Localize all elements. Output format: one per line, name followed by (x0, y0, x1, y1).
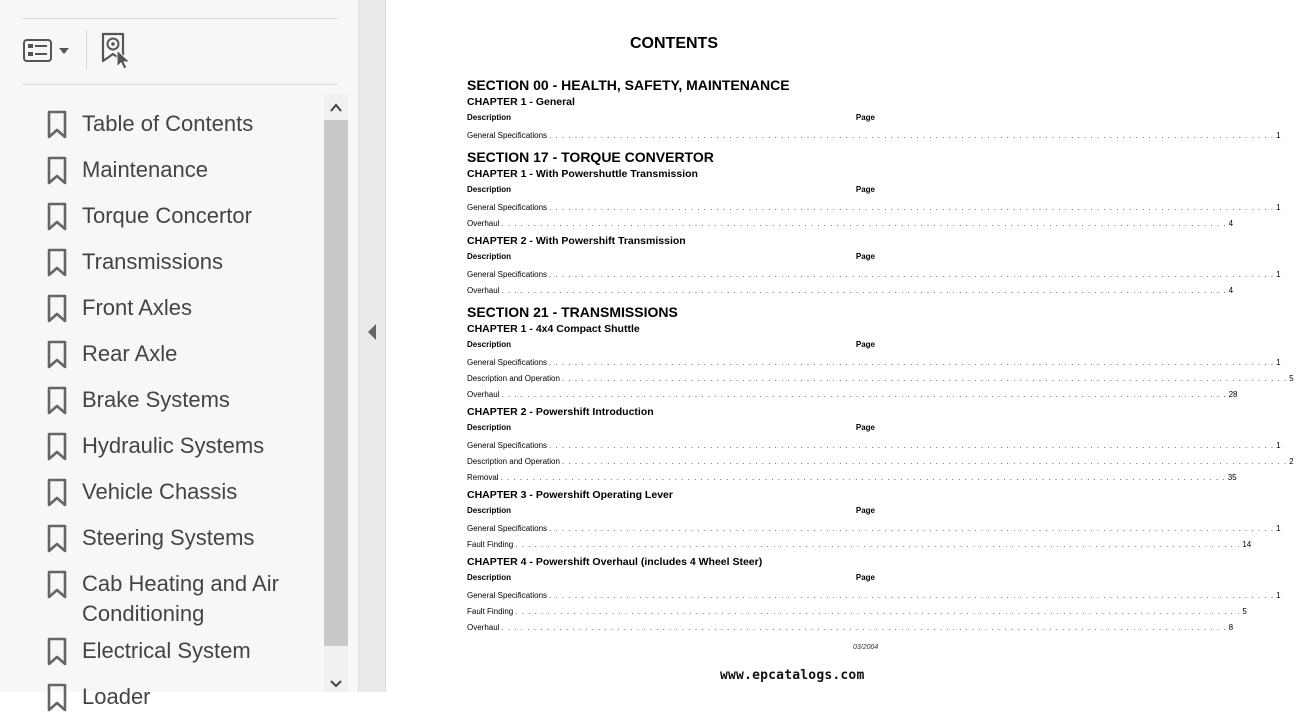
column-header-row (467, 252, 875, 261)
toolbar-separator (86, 30, 87, 70)
page-header: Page (855, 340, 875, 349)
toc-entry (467, 524, 1281, 533)
entry-page-number: 1 (1276, 441, 1281, 450)
bookmark-item[interactable] (0, 560, 322, 626)
page-header: Page (855, 185, 875, 194)
bookmarks-panel (0, 0, 358, 709)
description-header: Description (467, 252, 512, 261)
column-header-row (467, 340, 875, 349)
find-current-bookmark-icon (98, 31, 136, 71)
toc-entry (467, 591, 1281, 600)
section-heading: SECTION 00 - HEALTH, SAFETY, MAINTENANCE (467, 77, 790, 93)
chapter-heading: CHAPTER 4 - Powershift Overhaul (includes 4 Wheel Steer) (467, 556, 763, 568)
bookmark-label: Vehicle Chassis (82, 479, 238, 504)
bookmark-ribbon-icon (46, 340, 68, 370)
page-header: Page (855, 113, 875, 122)
bookmark-item[interactable] (0, 238, 322, 284)
bookmark-ribbon-icon (46, 248, 68, 278)
toc-entry (467, 441, 1281, 450)
bookmark-ribbon-icon (46, 110, 68, 140)
chapter-heading: CHAPTER 1 - General (467, 96, 575, 108)
collapse-panel-triangle-icon[interactable] (367, 323, 377, 341)
toc-entry (467, 131, 1281, 140)
bookmark-ribbon-icon (46, 683, 68, 713)
divider (22, 84, 338, 85)
column-header-row (467, 185, 875, 194)
toc-entry (467, 374, 1294, 383)
bookmark-item[interactable] (0, 146, 322, 192)
chapter-heading: CHAPTER 1 - 4x4 Compact Shuttle (467, 323, 640, 335)
bookmark-item[interactable] (0, 627, 322, 673)
chevron-down-icon (59, 48, 69, 54)
chapter-heading: CHAPTER 3 - Powershift Operating Lever (467, 489, 673, 501)
toc-entry (467, 607, 1247, 616)
dot-leader (501, 623, 1226, 632)
description-header: Description (467, 506, 512, 515)
bookmark-item[interactable] (0, 468, 322, 514)
dot-leader (549, 203, 1274, 212)
scroll-down-button[interactable] (324, 674, 348, 692)
bookmark-item[interactable] (0, 514, 322, 560)
bookmark-ribbon-icon (46, 386, 68, 416)
toc-entry (467, 203, 1281, 212)
entry-page-number: 8 (1228, 623, 1234, 632)
toc-entry (467, 540, 1252, 549)
chevron-up-icon (324, 94, 348, 120)
column-header-row (467, 113, 875, 122)
entry-page-number: 1 (1276, 203, 1281, 212)
dot-leader (501, 219, 1226, 228)
dot-leader (549, 441, 1274, 450)
entry-page-number: 1 (1276, 524, 1281, 533)
bookmark-ribbon-icon (46, 156, 68, 186)
bookmark-label: Front Axles (82, 295, 193, 320)
entry-page-number: 1 (1276, 358, 1281, 367)
page-title: CONTENTS (630, 35, 718, 52)
bookmark-label: Hydraulic Systems (82, 433, 265, 458)
entry-page-number: 1 (1276, 591, 1281, 600)
toc-entry (467, 270, 1281, 279)
entry-description: General Specifications (467, 358, 548, 367)
dot-leader (549, 131, 1274, 140)
entry-description: Description and Operation (467, 374, 560, 383)
date-code: 03/2004 (853, 644, 879, 651)
entry-description: General Specifications (467, 524, 548, 533)
scrollbar-thumb[interactable] (324, 120, 348, 646)
bookmark-ribbon-icon (46, 202, 68, 232)
toc-entry (467, 286, 1234, 295)
entry-description: Overhaul (467, 390, 500, 399)
entry-page-number: 2 (1289, 457, 1294, 466)
column-header-row (467, 573, 875, 582)
entry-page-number: 5 (1289, 374, 1294, 383)
entry-description: Fault Finding (467, 540, 514, 549)
bookmark-label: Table of Contents (82, 111, 254, 136)
entry-description: Description and Operation (467, 457, 560, 466)
toc-entry (467, 358, 1281, 367)
bookmark-label: Rear Axle (82, 341, 178, 366)
bookmark-options-button[interactable] (20, 33, 74, 67)
entry-page-number: 28 (1228, 390, 1238, 399)
panel-splitter[interactable] (358, 0, 386, 692)
list-options-icon (20, 33, 74, 67)
dot-leader (549, 591, 1274, 600)
entry-page-number: 4 (1228, 286, 1234, 295)
bookmark-item[interactable] (0, 376, 322, 422)
dot-leader (501, 390, 1226, 399)
bookmark-ribbon-icon (46, 478, 68, 508)
toc-entry (467, 219, 1234, 228)
document-page (387, 0, 1294, 692)
page-header: Page (855, 506, 875, 515)
dot-leader (549, 270, 1274, 279)
bookmark-label: Cab Heating and Air Conditioning (82, 571, 279, 626)
bookmark-ribbon-icon (46, 570, 68, 600)
bookmark-label: Electrical System (82, 638, 251, 663)
dot-leader (515, 540, 1240, 549)
scroll-up-button[interactable] (324, 94, 348, 120)
bookmark-label: Maintenance (82, 157, 208, 182)
bookmark-label: Steering Systems (82, 525, 255, 550)
bookmark-item[interactable] (0, 673, 322, 719)
section-heading: SECTION 17 - TORQUE CONVERTOR (467, 149, 714, 165)
bookmark-ribbon-icon (46, 432, 68, 462)
chevron-down-icon (324, 674, 348, 692)
dot-leader (562, 457, 1287, 466)
chapter-heading: CHAPTER 1 - With Powershuttle Transmission (467, 168, 698, 180)
divider (22, 18, 338, 19)
dot-leader (549, 358, 1274, 367)
entry-description: Fault Finding (467, 607, 514, 616)
bookmark-item[interactable] (0, 284, 322, 330)
bookmark-label: Transmissions (82, 249, 223, 274)
bookmark-ribbon-icon (46, 524, 68, 554)
entry-page-number: 35 (1227, 473, 1237, 482)
entry-page-number: 14 (1242, 540, 1252, 549)
section-heading: SECTION 21 - TRANSMISSIONS (467, 304, 678, 320)
toc-entry (467, 473, 1237, 482)
description-header: Description (467, 573, 512, 582)
description-header: Description (467, 340, 512, 349)
bookmark-item[interactable] (0, 422, 322, 468)
column-header-row (467, 506, 875, 515)
dot-leader (515, 607, 1240, 616)
entry-page-number: 1 (1276, 270, 1281, 279)
description-header: Description (467, 423, 512, 432)
bookmark-label: Torque Concertor (82, 203, 252, 228)
bookmark-item[interactable] (0, 330, 322, 376)
entry-page-number: 1 (1276, 131, 1281, 140)
bookmark-ribbon-icon (46, 637, 68, 667)
bookmark-ribbon-icon (46, 294, 68, 324)
toc-entry (467, 457, 1294, 466)
page-header: Page (855, 252, 875, 261)
entry-page-number: 5 (1242, 607, 1247, 616)
find-current-bookmark-button[interactable] (98, 31, 136, 71)
column-header-row (467, 423, 875, 432)
chapter-heading: CHAPTER 2 - Powershift Introduction (467, 406, 654, 418)
bookmark-item[interactable] (0, 192, 322, 238)
entry-description: General Specifications (467, 441, 548, 450)
toc-entry (467, 390, 1238, 399)
bookmark-label: Loader (82, 684, 151, 709)
dot-leader (562, 374, 1287, 383)
entry-description: General Specifications (467, 203, 548, 212)
page-header: Page (855, 573, 875, 582)
chapter-heading: CHAPTER 2 - With Powershift Transmission (467, 235, 686, 247)
bookmark-list (0, 92, 322, 709)
entry-description: Overhaul (467, 219, 500, 228)
dot-leader (549, 524, 1274, 533)
entry-description: General Specifications (467, 270, 548, 279)
dot-leader (501, 473, 1226, 482)
entry-description: Overhaul (467, 623, 500, 632)
watermark-text: www.epcatalogs.com (720, 668, 865, 683)
toc-entry (467, 623, 1234, 632)
dot-leader (501, 286, 1226, 295)
bookmark-scrollbar[interactable] (324, 94, 348, 692)
description-header: Description (467, 113, 512, 122)
entry-description: General Specifications (467, 591, 548, 600)
bookmark-item[interactable] (0, 100, 322, 146)
description-header: Description (467, 185, 512, 194)
entry-page-number: 4 (1228, 219, 1234, 228)
entry-description: Removal (467, 473, 499, 482)
entry-description: General Specifications (467, 131, 548, 140)
entry-description: Overhaul (467, 286, 500, 295)
bookmark-label: Brake Systems (82, 387, 230, 412)
page-header: Page (855, 423, 875, 432)
